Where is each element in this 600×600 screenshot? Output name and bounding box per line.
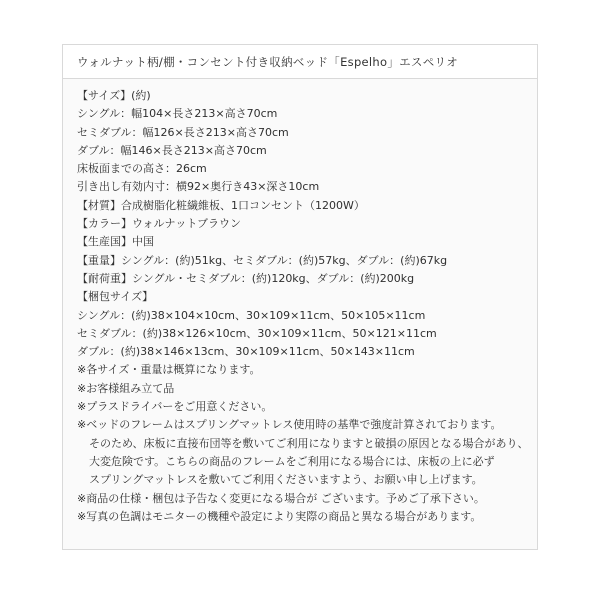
- note-frame-strength-cont-3: スプリングマットレスを敷いてご利用くださいますよう、お願い申し上げます。: [89, 473, 483, 487]
- color: 【カラー】ウォルナットブラウン: [77, 217, 242, 231]
- spec-content: [77, 87, 537, 526]
- material: 【材質】合成樹脂化粧繊維板、1口コンセント（1200W）: [77, 198, 365, 212]
- note-frame-strength-cont-2: 大変危険です。こちらの商品のフレームをご利用になる場合には、床板の上に必ず: [89, 454, 495, 468]
- size-heading: 【サイズ】(約): [77, 89, 151, 102]
- product-spec-panel: [62, 44, 538, 550]
- note-spec-change: ※商品の仕様・梱包は予告なく変更になる場合が ございます。予めご了承下さい。: [77, 491, 485, 505]
- note-assembly: ※お客様組み立て品: [77, 381, 175, 395]
- note-screwdriver: ※プラスドライバーをご用意ください。: [77, 400, 273, 414]
- note-approximate: ※各サイズ・重量は概算になります。: [77, 363, 261, 377]
- size-semi-double: セミダブル：幅126×長さ213×高さ70cm: [77, 125, 289, 139]
- package-single: シングル：(約)38×104×10cm、30×109×11cm、50×105×11cm: [77, 308, 426, 322]
- size-single: シングル：幅104×長さ213×高さ70cm: [77, 107, 278, 121]
- product-title: ウォルナット柄/棚・コンセント付き収納ベッド「Espelho」エスペリオ: [63, 45, 537, 79]
- load-capacity: 【耐荷重】シングル・セミダブル：(約)120kg、ダブル：(約)200kg: [77, 271, 415, 285]
- package-double: ダブル：(約)38×146×13cm、30×109×11cm、50×143×11cm: [77, 345, 415, 359]
- note-frame-strength-cont-1: そのため、床板に直接布団等を敷いてご利用になりますと破損の原因となる場合があり、: [89, 436, 529, 450]
- note-color-tone: ※写真の色調はモニターの機種や設定により実際の商品と異なる場合があります。: [77, 509, 482, 523]
- floor-height: 床板面までの高さ：26cm: [77, 162, 207, 176]
- country-of-origin: 【生産国】中国: [77, 235, 154, 249]
- weight: 【重量】シングル：(約)51kg、セミダブル：(約)57kg、ダブル：(約)67kg: [77, 253, 448, 267]
- package-semi-double: セミダブル：(約)38×126×10cm、30×109×11cm、50×121×11cm: [77, 326, 437, 340]
- note-frame-strength: ※ベッドのフレームはスプリングマットレス使用時の基準で強度計算されております。: [77, 418, 502, 432]
- size-double: ダブル：幅146×長さ213×高さ70cm: [77, 143, 267, 157]
- package-size-heading: 【梱包サイズ】: [77, 290, 154, 304]
- drawer-inner-size: 引き出し有効内寸：横92×奥行き43×深さ10cm: [77, 180, 320, 194]
